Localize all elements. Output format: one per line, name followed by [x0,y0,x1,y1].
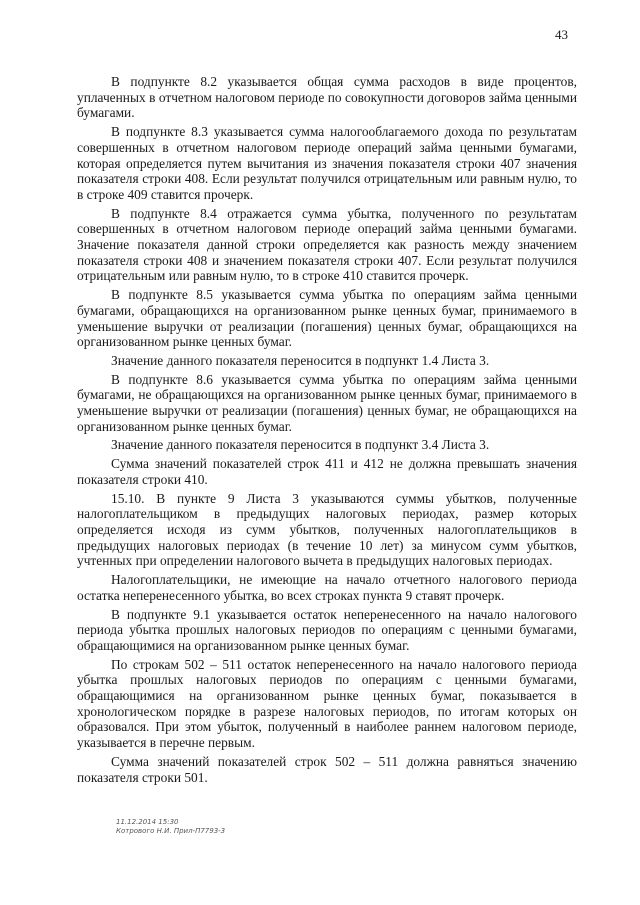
footer-timestamp: 11.12.2014 15:30 [116,818,179,826]
paragraph: В подпункте 8.2 указывается общая сумма расходов в виде процентов, уплаченных в отчетном налоговом периоде по совокупности договоров займа ценными бумагами. [77,74,577,121]
paragraph: В подпункте 8.6 указывается сумма убытка по операциям займа ценными бумагами, не обращающихся на организованном рынке ценных бумаг, принимаемого в уменьшение выручки от реализации (погашения) ценных бумаг, не обращающихся на организованном рынке ценных бумаг. [77,371,577,434]
paragraph: 15.10. В пункте 9 Листа 3 указываются суммы убытков, полученные налогоплательщиком в предыдущих налоговых периодах, размер которых определяется исходя из сумм убытков, полученных налогоплательщиков в предыдущих налоговых периодах (в течение 10 лет) за минусом сумм убытков, учтенных при определении налогового вычета в предыдущих налоговых периодах. [77,490,577,569]
paragraph: В подпункте 8.5 указывается сумма убытка по операциям займа ценными бумагами, обращающихся на организованном рынке ценных бумаг, принимаемого в уменьшение выручки от реализации (погашения) ценных бумаг, обращающихся на организованном рынке ценных бумаг. [77,287,577,350]
paragraph: Значение данного показателя переносится в подпункт 1.4 Листа 3. [111,352,490,368]
page-number: 43 [555,27,568,42]
paragraph: В подпункте 8.3 указывается сумма налогооблагаемого дохода по результатам совершенных в отчетном налоговом периоде операций займа ценными бумагами, которая определяется путем вычитания из значения показателя строки 407 значения показателя строки 408. Если результат получился отрицательным или равным нулю, то в строке 409 ставится прочерк. [77,124,577,202]
paragraph: Значение данного показателя переносится в подпункт 3.4 Листа 3. [111,437,490,453]
paragraph: В подпункте 9.1 указывается остаток неперенесенного на начало налогового периода убытка прошлых налоговых периодов по операциям с ценными бумагами, обращающимися на организованном рынке ценных бумаг. [77,606,577,653]
paragraph: Сумма значений показателей строк 411 и 412 не должна превышать значения показателя строки 410. [77,456,577,487]
paragraph: Налогоплательщики, не имеющие на начало отчетного налогового периода остатка неперенесенного убытка, во всех строках пункта 9 ставят прочерк. [77,572,577,603]
document-body [77,74,577,788]
paragraph: Сумма значений показателей строк 502 – 511 должна равняться значению показателя строки 501. [77,753,577,785]
footer-reference: Котрового Н.И. Прил-П7793-3 [116,827,226,835]
document-footer [116,818,225,836]
paragraph: По строкам 502 – 511 остаток неперенесенного на начало налогового периода убытка прошлых налоговых периодов по операциям с ценными бумагами, обращающимися на организованном рынке ценных бумаг, показывается в хронологическом порядке в разрезе налоговых периодов, по итогам которых он образовался. При этом убыток, полученный в наиболее раннем налоговом периоде, указывается в перечне первым. [77,656,577,751]
paragraph: В подпункте 8.4 отражается сумма убытка, полученного по результатам совершенных в отчетном налоговом периоде операций займа ценными бумагами. Значение показателя данной строки определяется как разность между значением показателя строки 408 и значением показателя строки 407. Если результат получился отрицательным или равным нулю, то в строке 410 ставится прочерк. [77,205,577,284]
